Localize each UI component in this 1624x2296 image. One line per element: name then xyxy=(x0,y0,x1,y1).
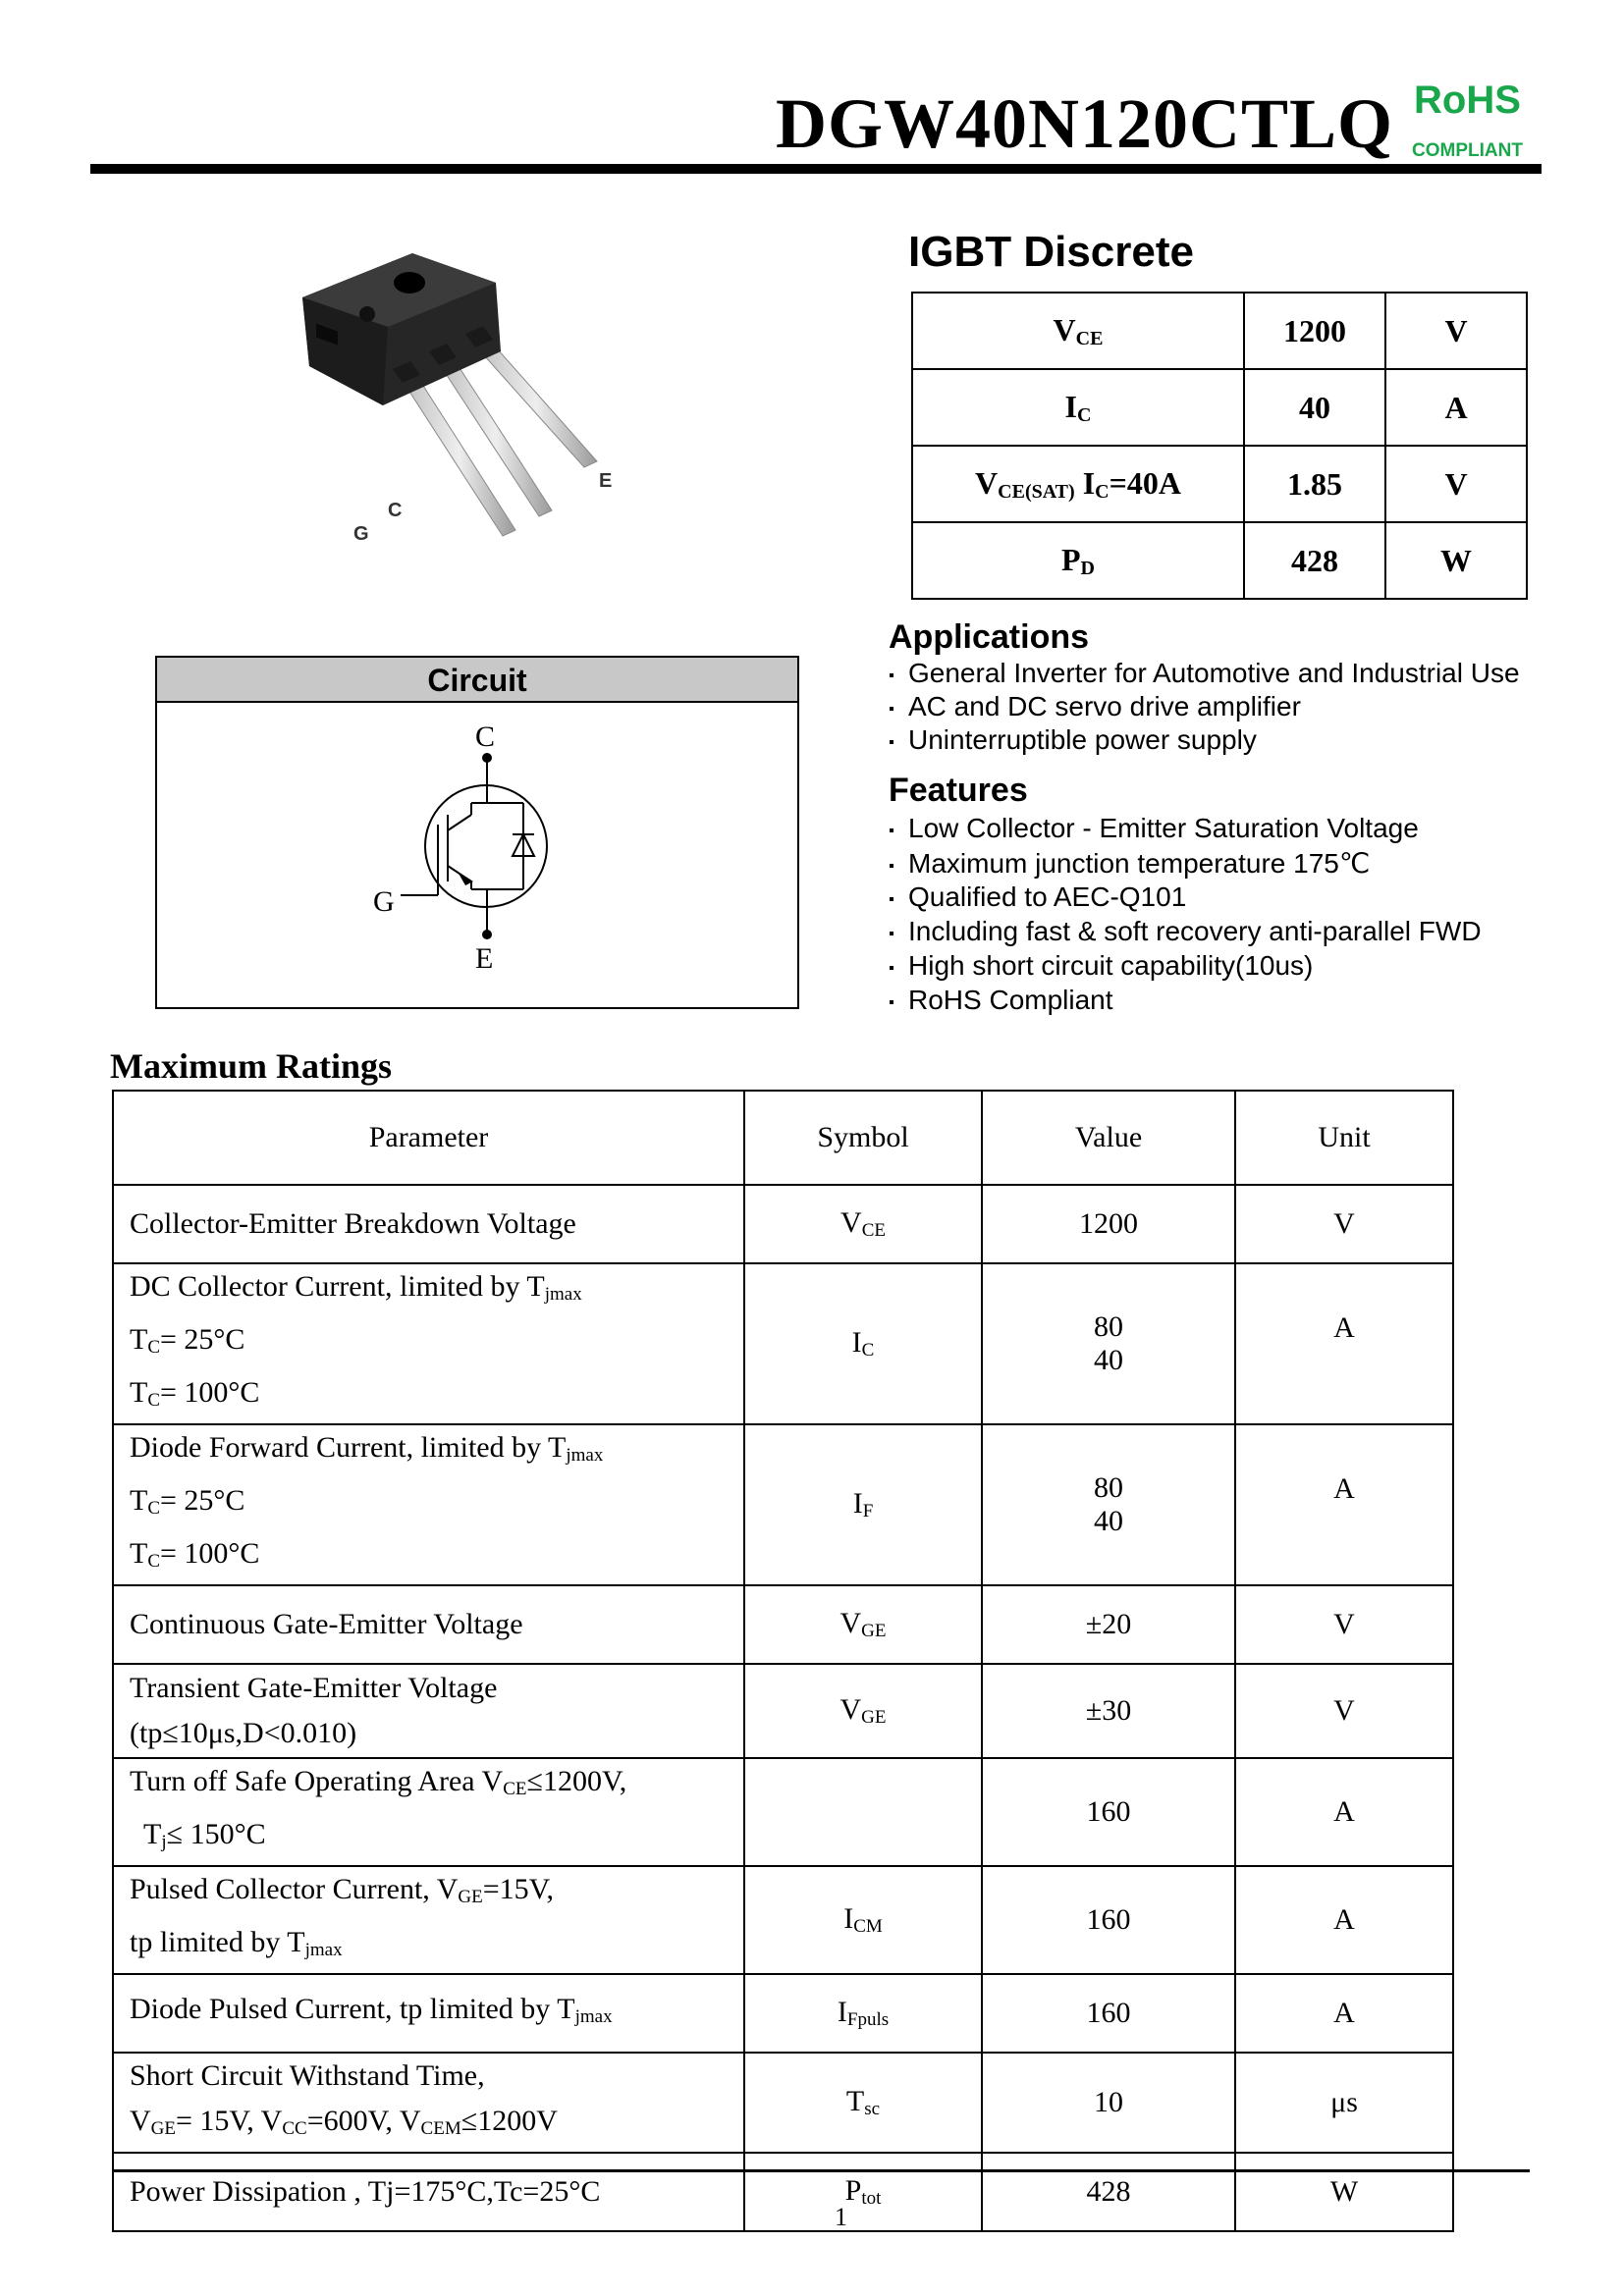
key-param-symbol: $I_C$ xyxy=(912,369,1244,446)
pin-label-g: G xyxy=(353,523,369,545)
features-item: High short circuit capability(10us) xyxy=(890,950,1313,982)
key-param-unit: W xyxy=(1385,522,1527,599)
features-item: Maximum junction temperature 175℃ xyxy=(890,847,1370,880)
footer-rule xyxy=(112,2169,1530,2172)
table-row xyxy=(113,1424,1453,1585)
key-param-row-pd xyxy=(912,522,1527,599)
header-symbol: Symbol xyxy=(744,1091,982,1185)
features-item: Qualified to AEC-Q101 xyxy=(890,881,1186,913)
applications-heading: Applications xyxy=(889,618,1090,656)
table-row xyxy=(113,1974,1453,2053)
unit-cell: A xyxy=(1235,1974,1453,2053)
param-cell: DC Collector Current, limited by $T_{jmax}$ $T_C= 25^\circ C$ $T_C= 100^\circ C$ xyxy=(113,1263,744,1424)
value-cell: 80 40 xyxy=(982,1263,1235,1424)
param-cell: Turn off Safe Operating Area $V_{CE}\le 1200V$, $T_j\le 150^\circ C$ xyxy=(113,1758,744,1866)
table-row xyxy=(113,1758,1453,1866)
header-value: Value xyxy=(982,1091,1235,1185)
table-row xyxy=(113,1185,1453,1263)
applications-item: Uninterruptible power supply xyxy=(890,724,1257,756)
value-cell: 1200 xyxy=(982,1185,1235,1263)
symbol-cell: $V_{CE}$ xyxy=(744,1185,982,1263)
key-param-symbol: $V_{CE(SAT)}$ $I_C=40A$ xyxy=(912,446,1244,522)
symbol-cell: $I_C$ xyxy=(744,1263,982,1424)
circuit-title: Circuit xyxy=(157,658,797,703)
key-parameters-table xyxy=(911,292,1528,600)
to247-package-image xyxy=(285,243,648,558)
features-heading: Features xyxy=(889,772,1028,809)
table-row xyxy=(113,1263,1453,1424)
table-header-row xyxy=(113,1091,1453,1185)
key-param-unit: V xyxy=(1385,293,1527,369)
param-cell: Pulsed Collector Current, $V_{GE}=15V$, tp limited by $T_{jmax}$ xyxy=(113,1866,744,1974)
unit-cell: V xyxy=(1235,1585,1453,1664)
unit-cell: μs xyxy=(1235,2053,1453,2153)
value-cell: 428 xyxy=(982,2153,1235,2231)
schematic-label-e: E xyxy=(475,942,494,975)
key-param-value: 1.85 xyxy=(1244,446,1385,522)
table-row xyxy=(113,1664,1453,1758)
value-cell: ±20 xyxy=(982,1585,1235,1664)
key-param-value: 1200 xyxy=(1244,293,1385,369)
header-rule xyxy=(90,164,1542,174)
symbol-cell: $P_{tot}$ xyxy=(744,2153,982,2231)
features-item: Low Collector - Emitter Saturation Voltage xyxy=(890,813,1419,844)
unit-cell: A xyxy=(1235,1866,1453,1974)
table-row xyxy=(113,1866,1453,1974)
maximum-ratings-heading: Maximum Ratings xyxy=(110,1046,392,1086)
value-cell: ±30 xyxy=(982,1664,1235,1758)
unit-cell: V xyxy=(1235,1185,1453,1263)
key-param-unit: A xyxy=(1385,369,1527,446)
maximum-ratings-table xyxy=(112,1090,1454,2232)
symbol-cell: $V_{GE}$ xyxy=(744,1664,982,1758)
value-cell: 160 xyxy=(982,1974,1235,2053)
key-param-row-vcesat xyxy=(912,446,1527,522)
header-unit: Unit xyxy=(1235,1091,1453,1185)
key-param-row-vce xyxy=(912,293,1527,369)
value-cell: 10 xyxy=(982,2053,1235,2153)
value-cell: 160 xyxy=(982,1866,1235,1974)
part-number-title: DGW40N120CTLQ xyxy=(776,84,1394,163)
applications-item: General Inverter for Automotive and Industrial Use xyxy=(890,658,1520,689)
table-row xyxy=(113,1585,1453,1664)
param-cell: Collector-Emitter Breakdown Voltage xyxy=(113,1185,744,1263)
symbol-cell: $I_{CM}$ xyxy=(744,1866,982,1974)
symbol-cell: $V_{GE}$ xyxy=(744,1585,982,1664)
param-cell: Continuous Gate-Emitter Voltage xyxy=(113,1585,744,1664)
page-number: 1 xyxy=(835,2203,847,2231)
unit-cell: A xyxy=(1235,1424,1453,1585)
symbol-cell: $T_{sc}$ xyxy=(744,2053,982,2153)
symbol-cell xyxy=(744,1758,982,1866)
circuit-panel xyxy=(155,656,799,1009)
param-cell: Transient Gate-Emitter Voltage (tp≤10μs,D<0.010) xyxy=(113,1664,744,1758)
key-param-unit: V xyxy=(1385,446,1527,522)
schematic-label-c: C xyxy=(475,721,496,753)
features-item: Including fast & soft recovery anti-parallel FWD xyxy=(890,916,1482,947)
param-cell: Diode Forward Current, limited by $T_{jmax}$ $T_C= 25^\circ C$ $T_C= 100^\circ C$ xyxy=(113,1424,744,1585)
param-cell: Power Dissipation , Tj=175°C,Tc=25°C xyxy=(113,2153,744,2231)
pin-label-c: C xyxy=(388,500,403,521)
key-param-symbol: $V_{CE}$ xyxy=(912,293,1244,369)
table-row xyxy=(113,2053,1453,2153)
symbol-cell: $I_{Fpuls}$ xyxy=(744,1974,982,2053)
schematic-label-g: G xyxy=(373,885,395,918)
features-item: RoHS Compliant xyxy=(890,985,1113,1016)
product-category-title: IGBT Discrete xyxy=(908,228,1194,276)
igbt-schematic-symbol xyxy=(353,717,648,1001)
value-cell: 160 xyxy=(982,1758,1235,1866)
pin-label-e: E xyxy=(599,470,613,492)
header-parameter: Parameter xyxy=(113,1091,744,1185)
unit-cell: A xyxy=(1235,1263,1453,1424)
key-param-value: 428 xyxy=(1244,522,1385,599)
param-cell: Diode Pulsed Current, tp limited by $T_{jmax}$ xyxy=(113,1974,744,2053)
rohs-compliant-label: COMPLIANT xyxy=(1412,140,1523,161)
unit-cell: A xyxy=(1235,1758,1453,1866)
key-param-row-ic xyxy=(912,369,1527,446)
value-cell: 80 40 xyxy=(982,1424,1235,1585)
param-cell: Short Circuit Withstand Time, $V_{GE}= 15V$, $V_{CC}=600V$, $V_{CEM}\le 1200V$ xyxy=(113,2053,744,2153)
symbol-cell: $I_F$ xyxy=(744,1424,982,1585)
rohs-logo: RoHS xyxy=(1414,79,1521,122)
applications-item: AC and DC servo drive amplifier xyxy=(890,691,1301,722)
key-param-symbol: $P_D$ xyxy=(912,522,1244,599)
unit-cell: W xyxy=(1235,2153,1453,2231)
key-param-value: 40 xyxy=(1244,369,1385,446)
table-row xyxy=(113,2153,1453,2231)
unit-cell: V xyxy=(1235,1664,1453,1758)
